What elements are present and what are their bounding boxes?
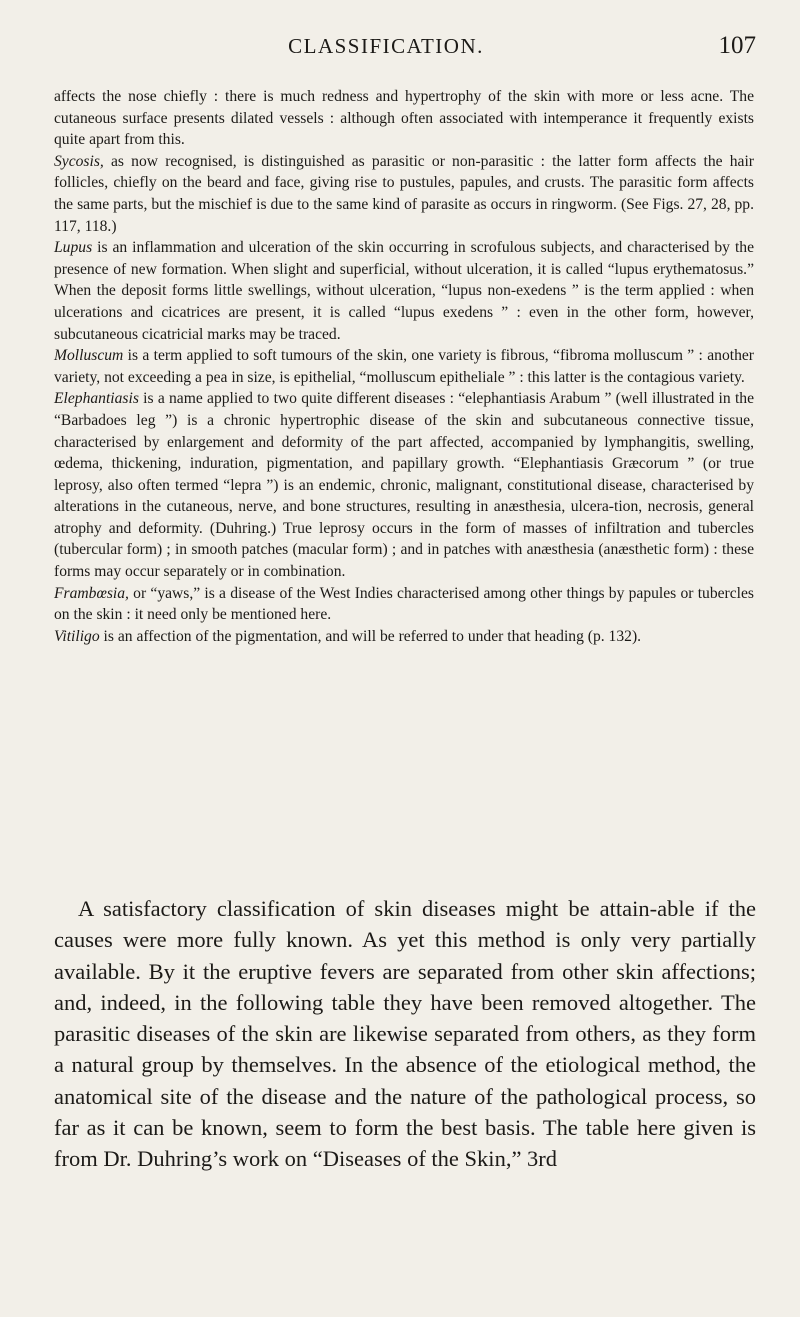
paragraph-frambcesia	[54, 583, 754, 626]
definitions-section	[54, 86, 754, 647]
main-paragraph: A satisfactory classification of skin diseases might be attain-able if the causes were more fully known. As yet this method is only very partially available. By it the eruptive fevers are separated from other skin affections; and, indeed, in the following table they have been removed altogether. The parasitic diseases of the skin are likewise separated from others, as they form a natural group by themselves. In the absence of the etiological method, the anatomical site of the disease and the nature of the pathological process, so far as it can be known, seem to form the best basis. The table here given is from Dr. Duhring’s work on “Diseases of the Skin,” 3rd	[54, 896, 756, 1172]
running-head	[56, 28, 756, 68]
page-number: 107	[718, 32, 756, 59]
paragraph-lupus	[54, 237, 754, 345]
term-sycosis: Sycosis,	[54, 152, 104, 170]
paragraph-text: as now recognised, is distinguished as parasitic or non-parasitic : the latter form affects the hair follicles, chiefly on the beard and face, giving rise to pustules, papules, and crusts. The parasitic form affects the same parts, but the mischief is due to the same kind of parasite as occurs in ringworm. (See Figs. 27, 28, pp. 117, 118.)	[54, 152, 754, 235]
term-molluscum: Molluscum	[54, 347, 124, 365]
paragraph-sycosis	[54, 151, 754, 237]
term-vitiligo: Vitiligo	[54, 627, 100, 645]
term-lupus: Lupus	[54, 239, 93, 257]
paragraph-vitiligo	[54, 626, 754, 648]
running-title: CLASSIFICATION.	[288, 34, 484, 58]
paragraph-text: is a term applied to soft tumours of the skin, one variety is fibrous, “fibroma molluscum ” : another variety, not exceeding a pea in size, is epithelial, “molluscum epitheliale ” : this latter is the contagious variety.	[54, 347, 754, 386]
term-elephantiasis: Elephantiasis	[54, 390, 139, 408]
paragraph-text: is a name applied to two quite different diseases : “elephantiasis Arabum ” (well illustrated in the “Barbadoes leg ”) is a chronic hypertrophic disease of the skin and subcutaneous connective tissue, characterised by enlargement and deformity of the part affected, accompanied by lymphangitis, swelling, œdema, thickening, induration, pigmentation, and papillary growth. “Elephantiasis Græcorum ” (or true leprosy, also often termed “lepra ”) is an endemic, chronic, malignant, constitutional disease, characterised by alterations in the cutaneous, nerve, and bone structures, resulting in anæsthesia, ulcera-tion, necrosis, general atrophy and deformity. (Duhring.) True leprosy occurs in the form of masses of infiltration and tubercles (tubercular form) ; in smooth patches (macular form) ; and in patches with anæsthesia (anæsthetic form) : these forms may occur separately or in combination.	[54, 390, 754, 581]
paragraph-continuation	[54, 86, 754, 151]
term-frambcesia: Frambœsia,	[54, 584, 129, 602]
paragraph-molluscum	[54, 345, 754, 388]
paragraph-text: or “yaws,” is a disease of the West Indies characterised among other things by papules or tubercles on the skin : it need only be mentioned here.	[54, 584, 754, 624]
paragraph-text: is an affection of the pigmentation, and will be referred to under that heading (p. 132).	[99, 627, 642, 645]
paragraph-text: is an inflammation and ulceration of the skin occurring in scrofulous subjects, and characterised by the presence of new formation. When slight and superficial, without ulceration, it is called “lupus erythematosus.” When the deposit forms little swellings, without ulceration, “lupus non-exedens ” is the term applied : when ulcerations and cicatrices are present, it is called “lupus exedens ” : even in the other form, however, subcutaneous cicatricial marks may be traced.	[54, 239, 754, 343]
classification-section	[54, 893, 756, 1175]
paragraph-text: affects the nose chiefly : there is much redness and hypertrophy of the skin with more or less acne. The cutaneous surface presents dilated vessels : although often associated with intemperance it frequently exists quite apart from this.	[54, 88, 754, 149]
paragraph-elephantiasis	[54, 388, 754, 582]
